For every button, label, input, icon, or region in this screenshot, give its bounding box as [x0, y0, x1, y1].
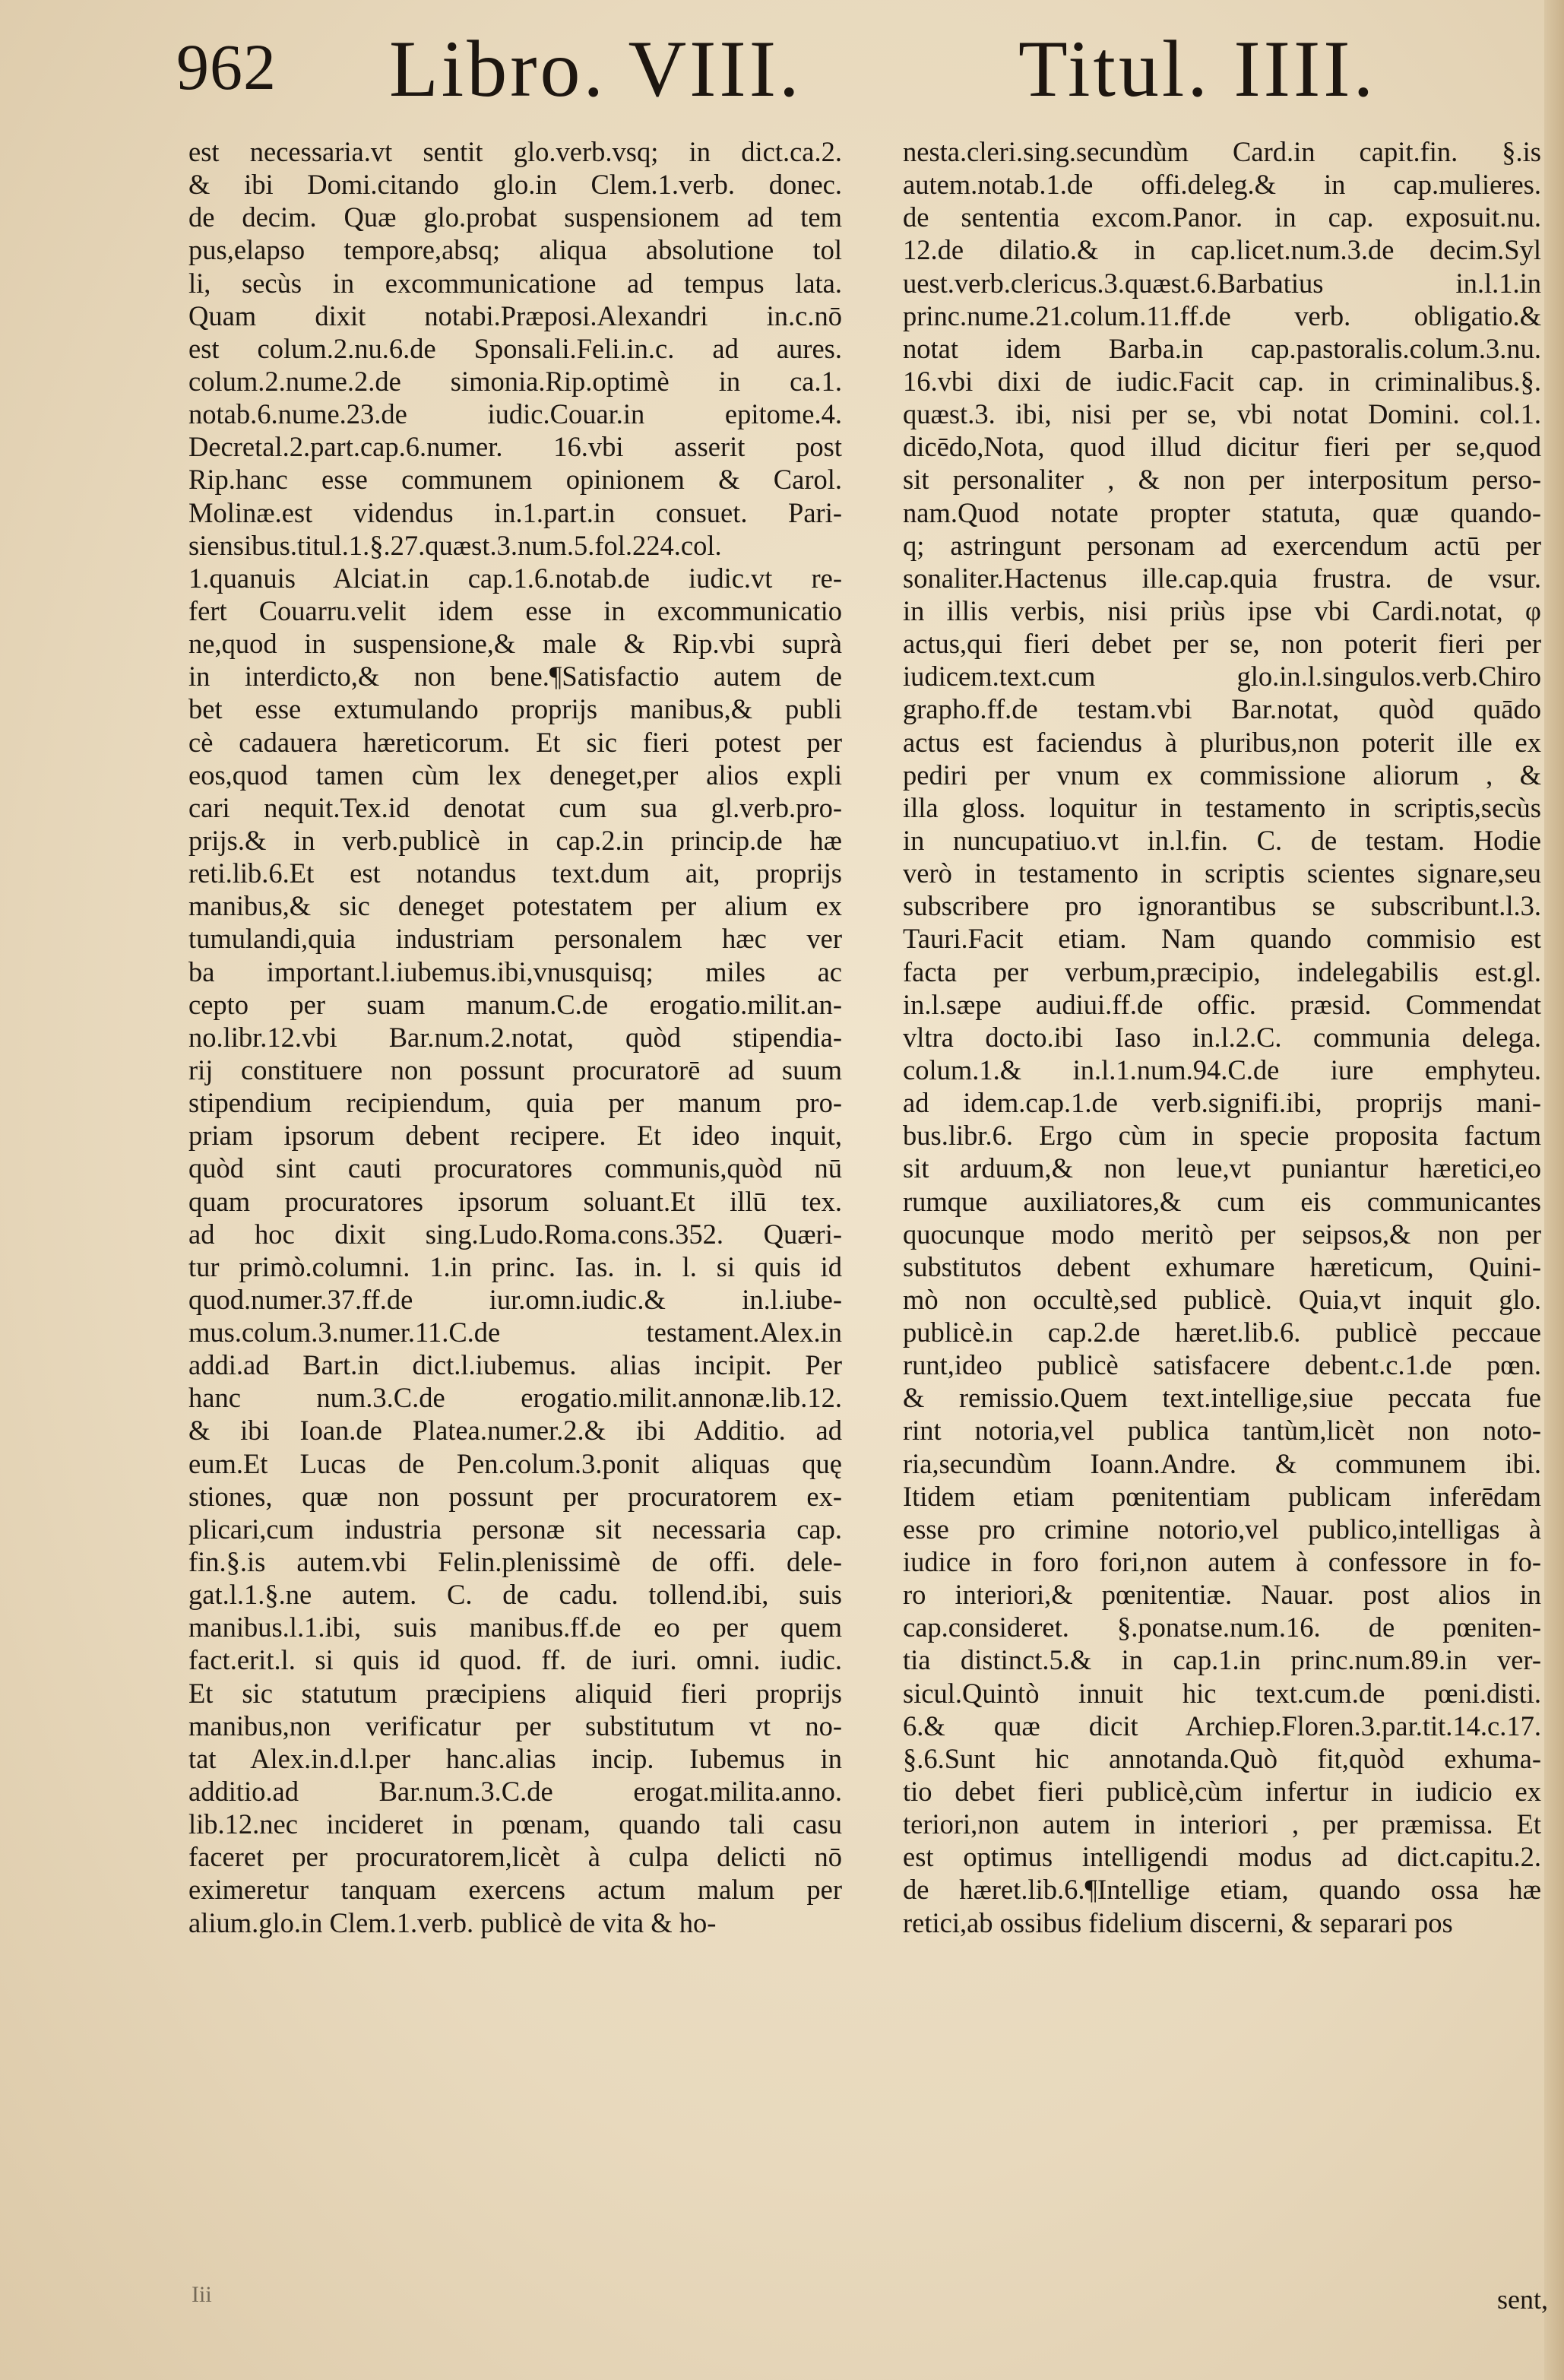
text-line: notat idem Barba.in cap.pastoralis.colum.3.nu. — [903, 332, 1541, 364]
text-line: sicul.Quintò innuit hic text.cum.de pœni.disti. — [903, 1677, 1541, 1709]
text-line: ad idem.cap.1.de verb.signifi.ibi, proprijs mani- — [903, 1087, 1541, 1119]
text-line: tur primò.columni. 1.in princ. Ias. in. l. si quis id — [188, 1250, 842, 1282]
text-line: facta per verbum,præcipio, indelegabilis est.gl. — [903, 955, 1541, 987]
text-line: tat Alex.in.d.l.per hanc.alias incip. Iubemus in — [188, 1742, 842, 1774]
text-line: cepto per suam manum.C.de erogatio.milit.an- — [188, 988, 842, 1020]
text-line: hanc num.3.C.de erogatio.milit.annonæ.lib.12. — [188, 1382, 842, 1414]
text-line: fin.§.is autem.vbi Felin.plenissimè de offi. dele- — [188, 1546, 842, 1578]
text-line: illa gloss. loquitur in testamento in scriptis,secùs — [903, 791, 1541, 823]
running-head-title: Titul. IIII. — [1018, 24, 1377, 113]
text-line: ad hoc dixit sing.Ludo.Roma.cons.352. Quæri- — [188, 1218, 842, 1250]
text-line: in interdicto,& non bene.¶Satisfactio autem de — [188, 661, 842, 692]
text-line: iudicem.text.cum glo.in.l.singulos.verb.Chiro — [903, 661, 1541, 692]
right-text-column — [903, 135, 1541, 1939]
text-line: princ.nume.21.colum.11.ff.de verb. obligatio.& — [903, 299, 1541, 331]
text-line: siensibus.titul.1.§.27.quæst.3.num.5.fol.224.col. — [188, 529, 722, 561]
text-line: nam.Quod notate propter statuta, quæ quando- — [903, 496, 1541, 528]
text-line: in.l.sæpe audiui.ff.de offic. præsid. Commendat — [903, 988, 1541, 1020]
text-line: Rip.hanc esse communem opinionem & Carol. — [188, 464, 842, 496]
text-line: est optimus intelligendi modus ad dict.capitu.2. — [903, 1841, 1541, 1873]
page-header — [0, 0, 1564, 129]
text-line: fact.erit.l. si quis id quod. ff. de iuri. omni. iudic. — [188, 1644, 842, 1676]
text-line: sit arduum,& non leue,vt puniantur hæretici,eo — [903, 1152, 1541, 1184]
text-line: 12.de dilatio.& in cap.licet.num.3.de decim.Syl — [903, 234, 1541, 266]
text-line: quod.numer.37.ff.de iur.omn.iudic.& in.l.iube- — [188, 1283, 842, 1315]
text-line: 6.& quæ dicit Archiep.Floren.3.par.tit.14.c.17. — [903, 1710, 1541, 1741]
text-line: grapho.ff.de testam.vbi Bar.notat, quòd quādo — [903, 693, 1541, 725]
text-line: ria,secundùm Ioann.Andre. & communem ibi. — [903, 1447, 1541, 1479]
text-line: colum.2.nume.2.de simonia.Rip.optimè in ca.1. — [188, 365, 842, 397]
text-line: esse pro crimine notorio,vel publico,intelligas à — [903, 1513, 1541, 1545]
text-line: retici,ab ossibus fidelium discerni, & separari pos — [903, 1906, 1453, 1938]
text-line: eximeretur tanquam exercens actum malum per — [188, 1874, 842, 1906]
catchword: sent, — [1497, 2284, 1548, 2315]
text-line: rint notoria,vel publica tantùm,licèt non noto- — [903, 1415, 1541, 1447]
text-line: actus,qui fieri debet per se, non poterit fieri per — [903, 628, 1541, 660]
text-line: Molinæ.est videndus in.1.part.in consuet. Pari- — [188, 496, 842, 528]
text-line: nesta.cleri.sing.secundùm Card.in capit.fin. §.is — [903, 136, 1541, 167]
text-line: & remissio.Quem text.intellige,siue peccata fue — [903, 1382, 1541, 1414]
text-line: Itidem etiam pœnitentiam publicam inferēdam — [903, 1480, 1541, 1512]
page-edge — [1544, 0, 1564, 2380]
text-line: pus,elapso tempore,absq; aliqua absolutione tol — [188, 234, 842, 266]
text-line: stipendium recipiendum, quia per manum pro- — [188, 1087, 842, 1119]
text-line: sonaliter.Hactenus ille.cap.quia frustra. de vsur. — [903, 562, 1541, 594]
text-line: reti.lib.6.Et est notandus text.dum ait, proprijs — [188, 857, 842, 889]
text-line: colum.1.& in.l.1.num.94.C.de iure emphyteu. — [903, 1054, 1541, 1085]
text-line: substitutos debent exhumare hæreticum, Quini- — [903, 1250, 1541, 1282]
text-line: cè cadauera hæreticorum. Et sic fieri potest per — [188, 726, 842, 758]
text-line: de hæret.lib.6.¶Intellige etiam, quando ossa hæ — [903, 1874, 1541, 1906]
text-line: tumulandi,quia industriam personalem hæc ver — [188, 923, 842, 955]
text-line: notab.6.nume.23.de iudic.Couar.in epitome.4. — [188, 398, 842, 430]
text-line: est necessaria.vt sentit glo.verb.vsq; in dict.ca.2. — [188, 136, 842, 167]
text-line: manibus,& sic deneget potestatem per alium ex — [188, 890, 842, 922]
text-line: autem.notab.1.de offi.deleg.& in cap.mulieres. — [903, 169, 1541, 201]
text-line: pediri per vnum ex commissione aliorum , & — [903, 759, 1541, 791]
text-line: tio debet fieri publicè,cùm infertur in iudicio ex — [903, 1776, 1541, 1808]
text-line: rij constituere non possunt procuratorē ad suum — [188, 1054, 842, 1085]
text-line: in illis verbis, nisi priùs ipse vbi Cardi.notat, φ — [903, 594, 1541, 626]
text-line: eum.Et Lucas de Pen.colum.3.ponit aliquas quę — [188, 1447, 842, 1479]
text-line: publicè.in cap.2.de hæret.lib.6. publicè peccaue — [903, 1317, 1541, 1348]
page-number: 962 — [176, 30, 277, 103]
text-line: manibus.l.1.ibi, suis manibus.ff.de eo per quem — [188, 1611, 842, 1643]
text-line: eos,quod tamen cùm lex deneget,per alios expli — [188, 759, 842, 791]
text-line: cari nequit.Tex.id denotat cum sua gl.verb.pro- — [188, 791, 842, 823]
text-line: gat.l.1.§.ne autem. C. de cadu. tollend.ibi, suis — [188, 1579, 842, 1611]
text-line: plicari,cum industria personæ sit necessaria cap. — [188, 1513, 842, 1545]
text-line: quam procuratores ipsorum soluant.Et illū tex. — [188, 1185, 842, 1217]
text-line: alium.glo.in Clem.1.verb. publicè de vita & ho- — [188, 1906, 717, 1938]
signature-mark: Iii — [192, 2282, 212, 2307]
text-line: stiones, quæ non possunt per procuratorem ex- — [188, 1480, 842, 1512]
text-line: subscribere pro ignorantibus se subscribunt.l.3. — [903, 890, 1541, 922]
text-line: teriori,non autem in interiori , per præmissa. Et — [903, 1808, 1541, 1840]
text-line: 1.quanuis Alciat.in cap.1.6.notab.de iudic.vt re- — [188, 562, 842, 594]
text-line: Et sic statutum præcipiens aliquid fieri proprijs — [188, 1677, 842, 1709]
text-line: bus.libr.6. Ergo cùm in specie proposita factum — [903, 1120, 1541, 1152]
left-text-column — [188, 135, 842, 1939]
text-line: Tauri.Facit etiam. Nam quando commisio est — [903, 923, 1541, 955]
text-line: li, secùs in excommunicatione ad tempus lata. — [188, 267, 842, 299]
text-line: in nuncupatiuo.vt in.l.fin. C. de testam. Hodie — [903, 824, 1541, 856]
text-line: faceret per procuratorem,licèt à culpa delicti nō — [188, 1841, 842, 1873]
text-line: §.6.Sunt hic annotanda.Quò fit,quòd exhuma- — [903, 1742, 1541, 1774]
text-line: dicēdo,Nota, quod illud dicitur fieri per se,quod — [903, 431, 1541, 463]
text-line: prijs.& in verb.publicè in cap.2.in princip.de hæ — [188, 824, 842, 856]
text-line: quæst.3. ibi, nisi per se, vbi notat Domini. col.1. — [903, 398, 1541, 430]
text-line: priam ipsorum debent recipere. Et ideo inquit, — [188, 1120, 842, 1152]
text-line: Decretal.2.part.cap.6.numer. 16.vbi asserit post — [188, 431, 842, 463]
text-line: verò in testamento in scriptis scientes signare,seu — [903, 857, 1541, 889]
text-line: 16.vbi dixi de iudic.Facit cap. in criminalibus.§. — [903, 365, 1541, 397]
text-line: ro interiori,& pœnitentiæ. Nauar. post alios in — [903, 1579, 1541, 1611]
text-line: cap.consideret. §.ponatse.num.16. de pœniten- — [903, 1611, 1541, 1643]
text-line: de decim. Quæ glo.probat suspensionem ad tem — [188, 201, 842, 233]
text-line: & ibi Domi.citando glo.in Clem.1.verb. donec. — [188, 169, 842, 201]
text-line: & ibi Ioan.de Platea.numer.2.& ibi Additio. ad — [188, 1415, 842, 1447]
text-line: de sententia excom.Panor. in cap. exposuit.nu. — [903, 201, 1541, 233]
text-line: ba important.l.iubemus.ibi,vnusquisq; miles ac — [188, 955, 842, 987]
text-line: iudice in foro fori,non autem à confessore in fo- — [903, 1546, 1541, 1578]
text-line: actus est faciendus à pluribus,non poterit ille ex — [903, 726, 1541, 758]
text-line: quòd sint cauti procuratores communis,quòd nū — [188, 1152, 842, 1184]
text-line: ne,quod in suspensione,& male & Rip.vbi suprà — [188, 628, 842, 660]
text-line: Quam dixit notabi.Præposi.Alexandri in.c.nō — [188, 299, 842, 331]
text-line: mus.colum.3.numer.11.C.de testament.Alex.in — [188, 1317, 842, 1348]
text-line: fert Couarru.velit idem esse in excommunicatio — [188, 594, 842, 626]
text-line: uest.verb.clericus.3.quæst.6.Barbatius in.l.1.in — [903, 267, 1541, 299]
text-line: vltra docto.ibi Iaso in.l.2.C. communia delega. — [903, 1021, 1541, 1053]
text-line: mò non occultè,sed publicè. Quia,vt inquit glo. — [903, 1283, 1541, 1315]
text-line: tia distinct.5.& in cap.1.in princ.num.89.in ver- — [903, 1644, 1541, 1676]
text-line: addi.ad Bart.in dict.l.iubemus. alias incipit. Per — [188, 1349, 842, 1381]
text-line: rumque auxiliatores,& cum eis communicantes — [903, 1185, 1541, 1217]
text-line: quocunque modo meritò per seipsos,& non per — [903, 1218, 1541, 1250]
text-line: manibus,non verificatur per substitutum vt no- — [188, 1710, 842, 1741]
running-head-book: Libro. VIII. — [389, 24, 803, 113]
text-line: additio.ad Bar.num.3.C.de erogat.milita.anno. — [188, 1776, 842, 1808]
text-line: no.libr.12.vbi Bar.num.2.notat, quòd stipendia- — [188, 1021, 842, 1053]
text-line: runt,ideo publicè satisfacere debent.c.1.de pœn. — [903, 1349, 1541, 1381]
text-line: est colum.2.nu.6.de Sponsali.Feli.in.c. ad aures. — [188, 332, 842, 364]
text-line: lib.12.nec incideret in pœnam, quando tali casu — [188, 1808, 842, 1840]
text-line: bet esse extumulando proprijs manibus,& publi — [188, 693, 842, 725]
text-line: q; astringunt personam ad exercendum actū per — [903, 529, 1541, 561]
text-line: sit personaliter , & non per interpositum perso- — [903, 464, 1541, 496]
